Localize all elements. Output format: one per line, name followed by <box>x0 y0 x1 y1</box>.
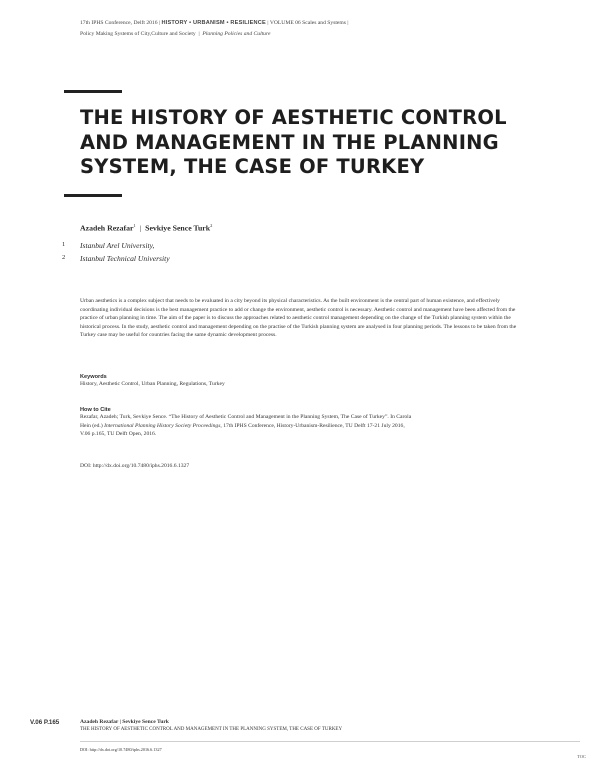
citation-line-1: Rezafar, Azadeh; Turk, Sevkiye Sence. “The History of Aesthetic Control and Management in the Planning System, The Case of Turkey”. In Carola <box>80 414 412 420</box>
title-rule-bottom <box>64 194 122 197</box>
author-1: Azadeh Rezafar <box>80 223 134 233</box>
keywords-section <box>80 374 225 389</box>
doi-link[interactable]: DOI: http://dx.doi.org/10.7480/iphs.2016.6.1327 <box>80 463 190 469</box>
how-to-cite-label: How to Cite <box>80 407 111 413</box>
title-rule-top <box>64 90 122 93</box>
keywords-label: Keywords <box>80 374 107 380</box>
header-conference: 17th IPHS Conference, Delft 2016 <box>80 20 158 26</box>
footer-authors: Azadeh Rezafar | Sevkiye Sence Turk <box>80 719 169 725</box>
abstract: Urban aesthetics is a complex subject that needs to be evaluated in a city beyond its physical characteristics. As the built environment is the central part of human existence, and effectively coordinating individual decisions is the best management practice to add or change the environment, aesthetic control is necessary. Aesthetic control and management have been affected from the practice of urban planning in time. The aim of the paper is to discuss the approaches related to aesthetic control management depending on the change of the Turkish planning system within the historical process. In the study, aesthetic control and management depending on the practise of the Turkish planning system are analysed in four planning periods. The lessons to be taken from the Turkey case may be useful for countries facing the same dynamic development process. <box>80 298 517 339</box>
author-2: Sevkiye Sence Turk <box>145 223 211 233</box>
running-header-line2: Policy Making Systems of City,Culture and Society | Planning Policies and Culture <box>80 31 271 37</box>
header-volume: VOLUME 06 Scales and Systems <box>269 20 346 26</box>
header-theme: HISTORY • URBANISM • RESILIENCE <box>161 20 266 26</box>
affiliation-2: 2 Istanbul Technical University <box>62 254 170 263</box>
affiliation-1: 1 Istanbul Arel University, <box>62 241 155 250</box>
footer-divider <box>80 741 580 742</box>
how-to-cite-section <box>80 407 535 439</box>
citation-line-3: V.06 p.165, TU Delft Open, 2016. <box>80 431 157 438</box>
footer-doi[interactable]: DOI: http://dx.doi.org/10.7480/iphs.2016.6.1327 <box>80 747 162 752</box>
author-line: Azadeh Rezafar$^1$ | Sevkiye Sence Turk$^2$ <box>80 223 213 233</box>
toc-link[interactable]: TOC <box>577 754 586 759</box>
header-session: Planning Policies and Culture <box>202 31 271 37</box>
running-header-line1: 17th IPHS Conference, Delft 2016 | HISTORY • URBANISM • RESILIENCE | VOLUME 06 Scales and Systems | <box>80 20 349 26</box>
footer-title: THE HISTORY OF AESTHETIC CONTROL AND MANAGEMENT IN THE PLANNING SYSTEM, THE CASE OF TURKEY <box>80 727 343 732</box>
footer-block <box>80 719 580 753</box>
paper-title: THE HISTORY OF AESTHETIC CONTROL AND MANAGEMENT IN THE PLANNING SYSTEM, THE CASE OF TURKEY <box>80 106 507 178</box>
citation-line-2: Hein (ed.) International Planning History Society Proceedings, 17th IPHS Conference, History-Urbanism-Resilience, TU Delft 17-21 July 2016, <box>80 422 405 429</box>
footer-volume-page: V.06 P.165 <box>30 719 60 726</box>
header-track: Policy Making Systems of City,Culture and Society <box>80 31 196 37</box>
keywords-text: History, Aesthetic Control, Urban Planning, Regulations, Turkey <box>80 381 225 387</box>
